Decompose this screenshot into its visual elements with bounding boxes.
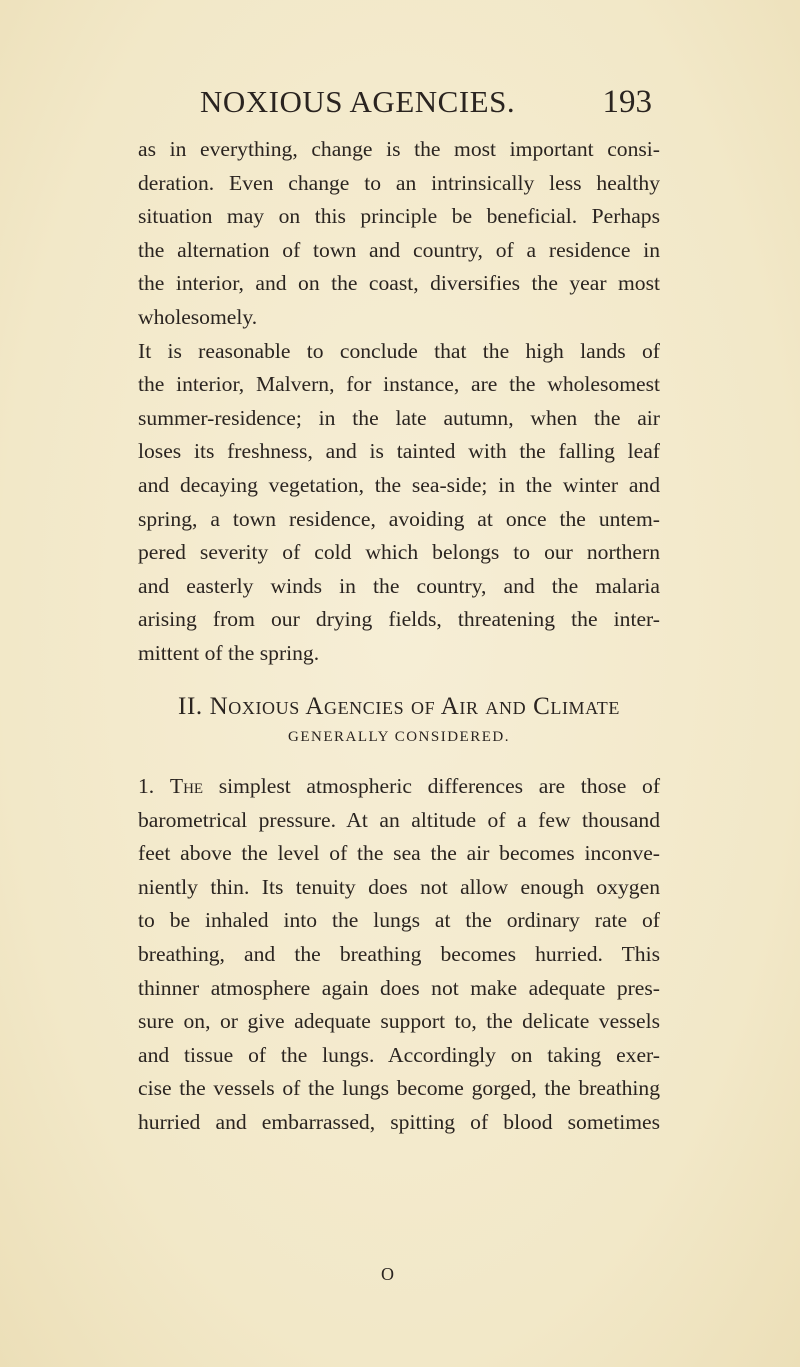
text-line: wholesomely. — [138, 304, 258, 329]
text-line: to be inhaled into the lungs at the ordinary rate of — [138, 908, 660, 933]
section-subtitle: GENERALLY CONSIDERED. — [288, 729, 510, 745]
lead-word: The — [169, 774, 204, 798]
text-line: breathing, and the breathing becomes hurried. This — [138, 941, 660, 966]
text-line: sure on, or give adequate support to, the delicate vessels — [138, 1009, 660, 1034]
text-line: loses its freshness, and is tainted with the falling leaf — [138, 439, 660, 464]
section-numeral: II. — [178, 693, 203, 720]
text-line: barometrical pressure. At an altitude of a few thousand — [138, 807, 660, 832]
section-title — [138, 693, 660, 721]
text-line: the interior, Malvern, for instance, are the wholesomest — [138, 372, 660, 397]
text-line: feet above the level of the sea the air becomes inconve- — [138, 841, 660, 866]
text-line: the interior, and on the coast, diversifies the year most — [138, 271, 660, 296]
printer-signature: O — [381, 1264, 394, 1284]
text-line: cise the vessels of the lungs become gorged, the breathing — [138, 1076, 660, 1101]
body-text-upper — [138, 133, 660, 671]
text-line: It is reasonable to conclude that the high lands of — [138, 338, 660, 363]
text-line: and tissue of the lungs. Accordingly on taking exer- — [138, 1042, 660, 1067]
text-line: the alternation of town and country, of a residence in — [138, 237, 660, 262]
section-title-text: Noxious Agencies of Air and Climate — [209, 693, 620, 720]
text-line: and easterly winds in the country, and the malaria — [138, 573, 660, 598]
text-line-lead — [138, 770, 660, 804]
text-line: hurried and embarrassed, spitting of blood sometimes — [138, 1109, 660, 1134]
text-line: situation may on this principle be beneficial. Perhaps — [138, 204, 660, 229]
text-line: niently thin. Its tenuity does not allow enough oxygen — [138, 874, 660, 899]
text-line: deration. Even change to an intrinsically less healthy — [138, 170, 660, 195]
paragraph-number: 1. — [138, 774, 155, 798]
running-head — [170, 84, 730, 134]
text-line: thinner atmosphere again does not make adequate pres- — [138, 975, 660, 1000]
lead-line-rest: simplest atmospheric differences are those of — [218, 774, 661, 798]
text-line: mittent of the spring. — [138, 640, 320, 665]
text-line: and decaying vegetation, the sea-side; in the winter and — [138, 472, 660, 497]
section-heading — [138, 693, 660, 746]
text-line: spring, a town residence, avoiding at once the untem- — [138, 506, 660, 531]
text-line: as in everything, change is the most important consi- — [138, 137, 660, 161]
text-line: arising from our drying fields, threatening the inter- — [138, 607, 660, 632]
body-text-lower — [138, 770, 660, 1140]
text-line: pered severity of cold which belongs to our northern — [138, 540, 660, 565]
text-line: summer-residence; in the late autumn, when the air — [138, 405, 660, 430]
page-number: 193 — [602, 84, 652, 120]
running-title: NOXIOUS AGENCIES. — [200, 84, 516, 119]
